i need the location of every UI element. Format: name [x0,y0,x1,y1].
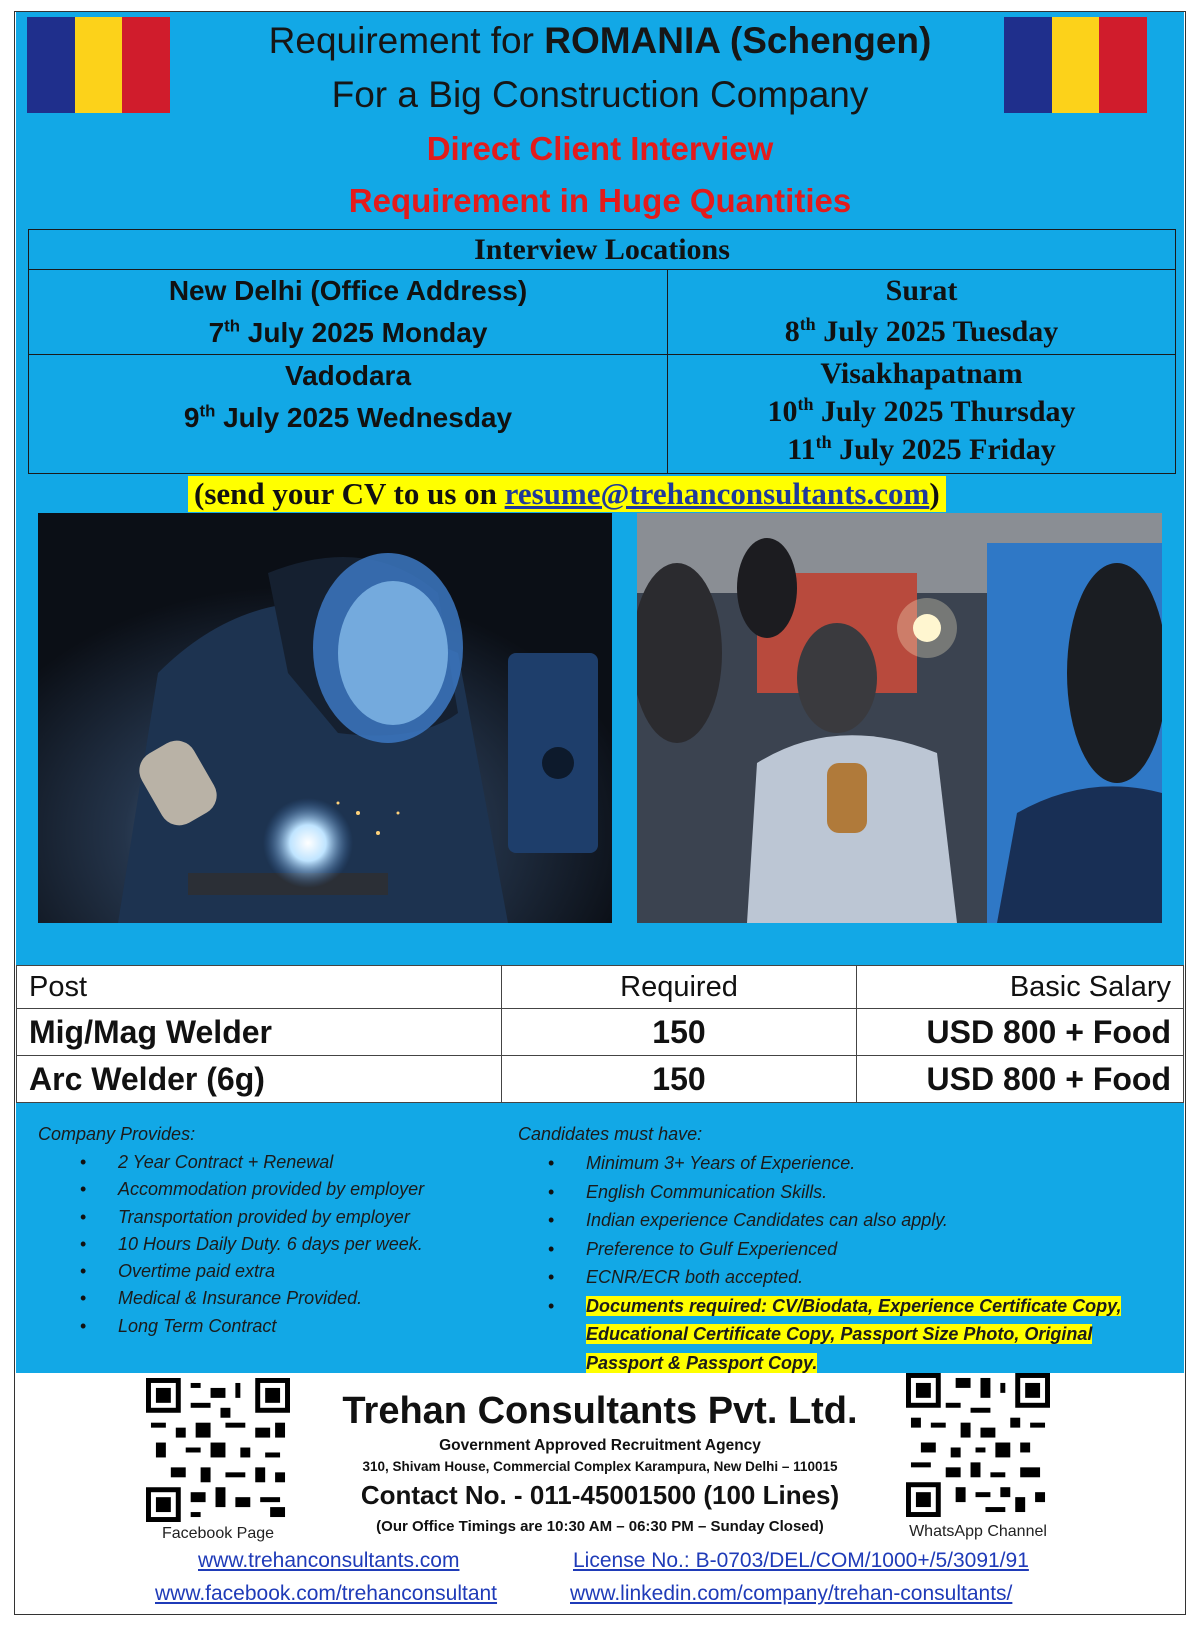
jobs-table-header [17,966,1184,1009]
column-header: Post [17,966,502,1009]
location-city: Visakhapatnam [820,357,1023,390]
list-item: • Accommodation provided by employer [118,1176,424,1203]
column-header: Basic Salary [857,966,1184,1009]
location-cell [29,270,668,355]
list-item: • Indian experience Candidates can also apply. [586,1206,1158,1235]
website-link[interactable]: www.trehanconsultants.com [198,1549,460,1572]
interview-locations-title: Interview Locations [29,230,1176,270]
location-cell [668,355,1176,474]
job-salary: USD 800 + Food [857,1056,1184,1103]
job-post: Mig/Mag Welder [17,1009,502,1056]
job-required: 150 [502,1056,857,1103]
job-salary: USD 800 + Food [857,1009,1184,1056]
location-date: 8th July 2025 Tuesday [784,314,1059,348]
interview-locations-table [28,229,1176,474]
candidates-section [518,1124,1158,1377]
location-city: New Delhi (Office Address) [168,275,528,306]
table-row [17,1009,1184,1056]
list-item: • 2 Year Contract + Renewal [118,1149,424,1176]
table-row [17,1056,1184,1103]
list-item: • 10 Hours Daily Duty. 6 days per week. [118,1231,424,1258]
welders-workshop-photo [637,513,1162,923]
jobs-table [16,965,1184,1103]
resume-email-link[interactable]: resume@trehanconsultants.com [504,476,930,511]
list-item: • Overtime paid extra [118,1258,424,1285]
location-date: 9th July 2025 Wednesday [183,401,513,433]
whatsapp-qr-label: WhatsApp Channel [909,1523,1047,1540]
location-date: 10th July 2025 Thursday [767,394,1076,428]
list-item: • Minimum 3+ Years of Experience. [586,1149,1158,1178]
documents-required: • Documents required: CV/Biodata, Experience Certificate Copy, Educational Certificate Copy, Passport Size Photo, Original Passport & Passport Copy. [586,1292,1158,1378]
romania-flag-right-icon [1004,17,1147,113]
company-provides-title: Company Provides: [38,1124,196,1144]
column-header: Required [502,966,857,1009]
office-timings: (Our Office Timings are 10:30 AM – 06:30 PM – Sunday Closed) [376,1518,824,1535]
facebook-qr-label: Facebook Page [161,1525,275,1542]
headline-interview: Direct Client Interview [426,130,774,167]
whatsapp-qr-code-icon[interactable] [906,1373,1050,1517]
contact-number: Contact No. - 011-45001500 (100 Lines) [360,1480,840,1510]
location-cell [29,355,668,474]
headline-country: Requirement for ROMANIA (Schengen) [268,20,932,61]
welder-helmet-photo [38,513,612,923]
list-item: • ECNR/ECR both accepted. [586,1263,1158,1292]
facebook-link[interactable]: www.facebook.com/trehanconsultant [155,1582,498,1605]
facebook-qr-code-icon[interactable] [146,1378,290,1522]
candidates-title: Candidates must have: [518,1124,703,1144]
license-number: License No.: B-0703/DEL/COM/1000+/5/3091/91 [573,1549,1029,1572]
list-item: • English Communication Skills. [586,1178,1158,1207]
send-cv-banner: (send your CV to us on resume@trehanconsultants.com) [188,476,946,512]
romania-flag-left-icon [27,17,170,113]
company-name: Trehan Consultants Pvt. Ltd. [342,1390,858,1432]
location-cell [668,270,1176,355]
headline-company: For a Big Construction Company [331,74,869,115]
location-date: 11th July 2025 Friday [787,432,1056,466]
headline-quantities: Requirement in Huge Quantities [348,182,852,219]
list-item: • Medical & Insurance Provided. [118,1285,424,1312]
list-item: • Long Term Contract [118,1313,424,1340]
job-post: Arc Welder (6g) [17,1056,502,1103]
company-tagline: Government Approved Recruitment Agency [439,1437,761,1454]
location-date: 7th July 2025 Monday [208,316,488,348]
job-required: 150 [502,1009,857,1056]
list-item: • Transportation provided by employer [118,1204,424,1231]
location-city: Vadodara [284,360,412,391]
company-address: 310, Shivam House, Commercial Complex Karampura, New Delhi – 110015 [362,1459,838,1474]
location-city: Surat [885,274,958,307]
linkedin-link[interactable]: www.linkedin.com/company/trehan-consultants/ [570,1582,1013,1605]
list-item: • Preference to Gulf Experienced [586,1235,1158,1264]
company-provides-section [38,1124,424,1340]
